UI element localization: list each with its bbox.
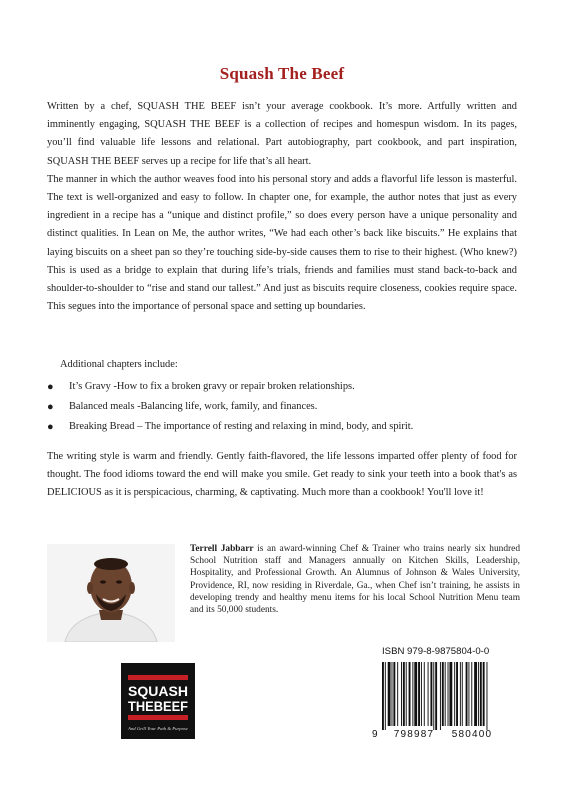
barcode-bar	[388, 662, 391, 726]
barcode-bar	[478, 662, 479, 726]
barcode-bar	[448, 662, 449, 726]
barcode-bar	[401, 662, 402, 726]
barcode-left-digits: 798987	[393, 729, 435, 740]
barcode-bar	[430, 662, 432, 726]
barcode-bar	[393, 662, 395, 726]
logo-line-1: SQUASH	[128, 683, 188, 699]
intro-text	[47, 98, 517, 316]
author-bio-text: is an award-winning Chef & Trainer who trains nearly six hundred School Nutrition staff and Managers annually on Kitchen Skills, Leadership, Hospitality, and Professional Growth. An Alumnus of Johnson & Wales University, Providence, RI, now residing in Riverdale, Ga., when Chef isn’t training, he assists in developing trendy and healthy menu items for his local School Nutrition Menu team and its 50,000 students.	[190, 544, 521, 616]
bullet-icon: ●	[47, 381, 54, 393]
barcode-bar	[456, 662, 458, 726]
barcode-bar	[471, 662, 472, 726]
barcode-bar	[392, 662, 393, 726]
list-item	[47, 419, 517, 439]
barcode-bar	[460, 662, 461, 726]
author-portrait-image	[47, 544, 175, 642]
squash-the-beef-logo	[121, 663, 195, 739]
barcode-bar	[412, 662, 413, 726]
barcode-bar	[414, 662, 417, 726]
barcode-bar	[418, 662, 420, 726]
barcode-lead-digit: 9	[372, 729, 378, 740]
isbn-barcode	[368, 660, 518, 740]
list-item	[47, 379, 517, 399]
additional-chapters-heading: Additional chapters include:	[60, 359, 178, 370]
chapter-text: Balanced meals -Balancing life, work, family, and finances.	[69, 401, 318, 412]
barcode-bar	[406, 662, 407, 726]
logo-tagline: And Grill Your Path & Purpose	[126, 726, 189, 731]
chapter-text: Breaking Bread – The importance of resting and relaxing in mind, body, and spirit.	[69, 421, 414, 432]
barcode-bar	[468, 662, 469, 726]
list-item	[47, 399, 517, 419]
publisher-logo	[121, 663, 195, 739]
barcode-bar	[382, 662, 384, 730]
closing-paragraph: The writing style is warm and friendly. Gently faith-flavored, the life lessons imparted offer plenty of food for thought. The food idioms toward the end will make you smile. Get ready to sink your teeth into a book that's as DELICIOUS as it is perspicacious, charming, & captivating. Much more than a cookbook! You'll love it!	[47, 451, 517, 499]
barcode-bar	[483, 662, 485, 726]
barcode-right-digits: 580400	[451, 729, 493, 740]
bullet-icon: ●	[47, 401, 54, 413]
isbn-label: ISBN 979-8-9875804-0-0	[382, 646, 490, 657]
barcode-bar	[385, 662, 386, 730]
barcode-bar	[445, 662, 446, 726]
barcode-bar	[435, 662, 437, 730]
logo-line-2: THEBEEF	[128, 698, 189, 714]
barcode-bar	[480, 662, 482, 726]
author-bio	[190, 543, 520, 616]
barcode-bar	[454, 662, 455, 726]
barcode-bar	[409, 662, 411, 726]
intro-paragraph-2: The manner in which the author weaves food into his personal story and adds a flavorful life lesson is masterful. The text is well-organized and easy to follow. In chapter one, for example, the author notes that just as every ingredient in a recipe has a “unique and distinct profile,” so does every person have a unique personality and distinct qualities. In Lean on Me, the author writes, “We had each other’s back like biscuits.” He explains that laying biscuits on a sheet pan so they’re touching side-by-side causes them to rise to their highest. (Who knew?) This is used as a bridge to explain that during life’s trials, friends and families must stand back-to-back and shoulder-to-shoulder to “rise and stand our tallest.” And just as biscuits require closeness, cookies require space. This segues into the importance of personal space and setting up boundaries.	[47, 173, 517, 313]
barcode-bar	[462, 662, 463, 726]
barcode-bar	[442, 662, 444, 726]
barcode-bar	[487, 662, 488, 730]
chapter-text: It’s Gravy -How to fix a broken gravy or repair broken relationships.	[69, 381, 355, 392]
barcode-bar	[403, 662, 405, 726]
intro-paragraph-1: Written by a chef, SQUASH THE BEEF isn’t your average cookbook. It’s more. Artfully written and imminently engaging, SQUASH THE BEEF is a collection of recipes and homespun wisdom. In its pages, you’ll find valuable life lessons and relational. Part autobiography, part cookbook, and part inspiration, SQUASH THE BEEF serves up a recipe for life that’s all heart.	[47, 101, 517, 167]
book-title: Squash The Beef	[219, 64, 345, 83]
author-photo	[47, 544, 175, 642]
author-name: Terrell Jabbarr	[190, 544, 254, 554]
barcode-bar	[466, 662, 468, 726]
barcode-bar	[449, 662, 452, 726]
chapter-list	[47, 379, 517, 439]
bullet-icon: ●	[47, 421, 54, 433]
barcode-bar	[424, 662, 425, 726]
barcode-bar	[433, 662, 434, 730]
barcode-graphic	[368, 660, 518, 740]
barcode-bar	[397, 662, 398, 726]
barcode-bar	[428, 662, 429, 726]
barcode-bar	[474, 662, 477, 726]
barcode-bar	[421, 662, 422, 726]
barcode-bar	[440, 662, 441, 730]
